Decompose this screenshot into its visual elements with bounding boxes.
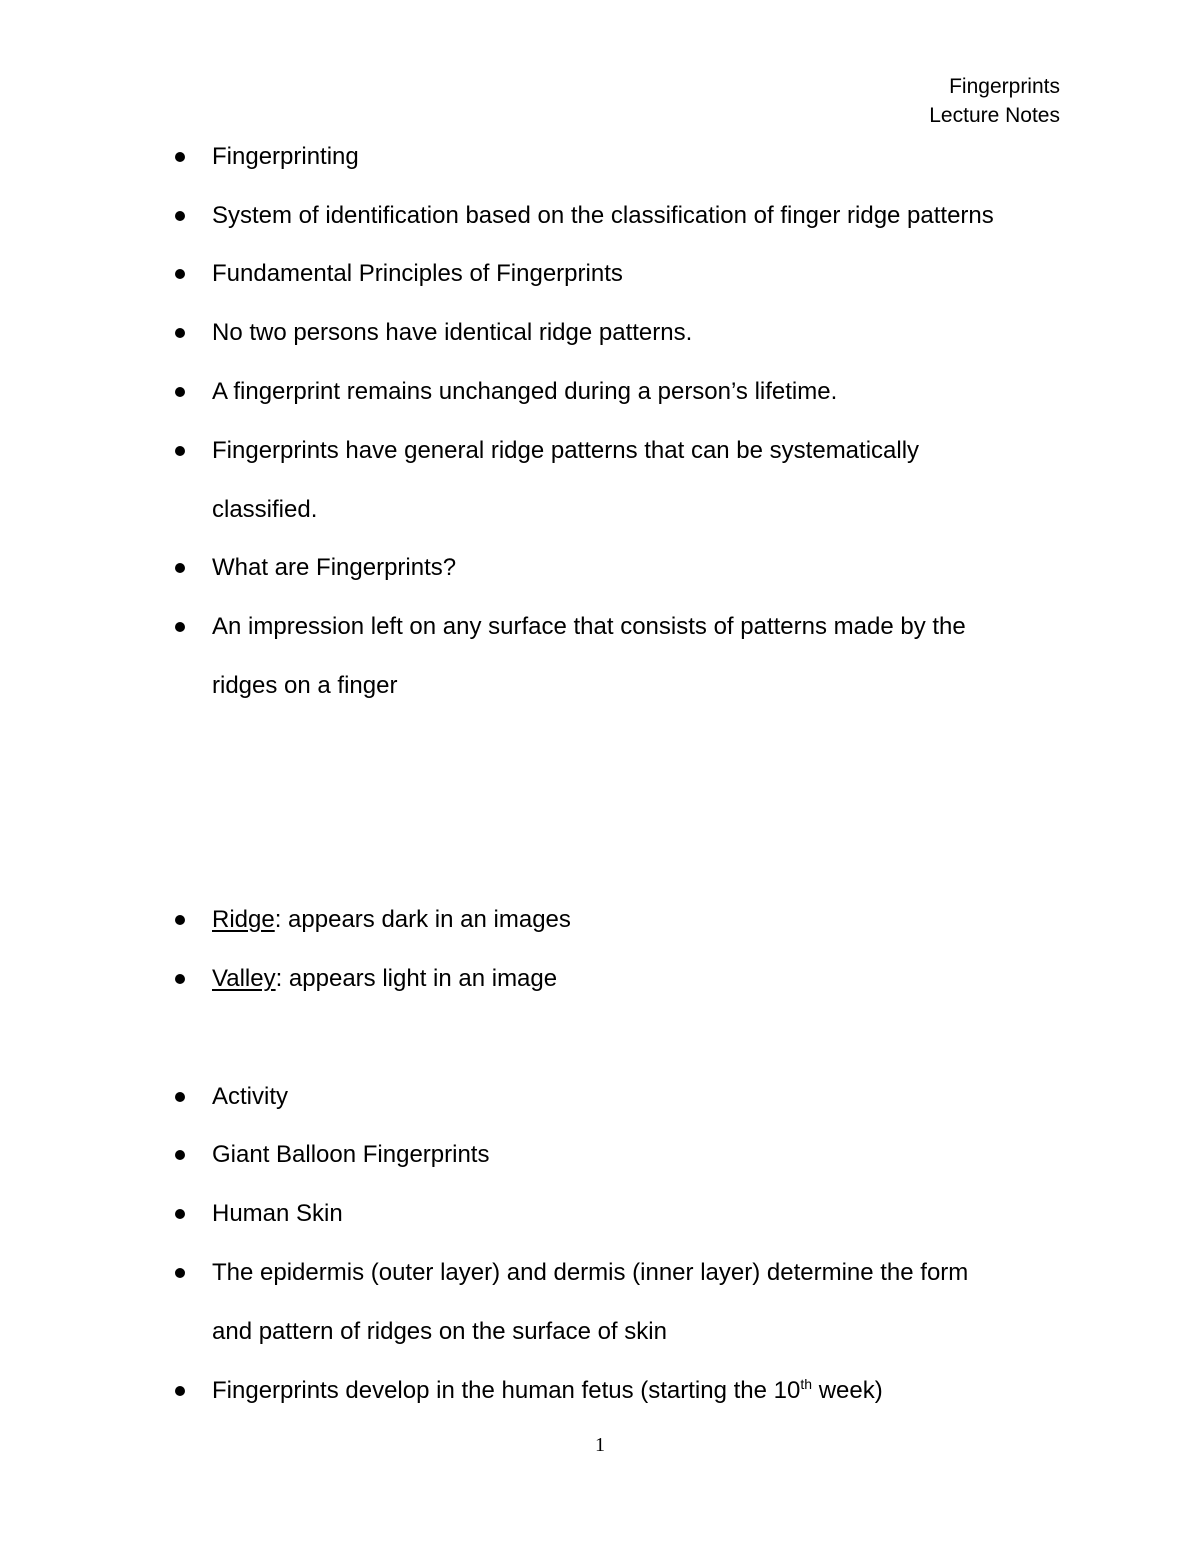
bullet-icon xyxy=(175,622,185,632)
bullet-icon xyxy=(175,563,185,573)
list-item: No two persons have identical ridge patterns. xyxy=(212,303,1112,362)
list-item: Fingerprints develop in the human fetus (starting the 10th week) xyxy=(212,1361,1112,1420)
list-item: Activity xyxy=(212,1067,1112,1126)
list-item: Fingerprints have general ridge patterns that can be systematically classified. xyxy=(212,421,1112,539)
bullet-icon xyxy=(175,1268,185,1278)
bullet-icon xyxy=(175,1150,185,1160)
header-subtitle: Lecture Notes xyxy=(929,104,1060,127)
list-item: A fingerprint remains unchanged during a person’s lifetime. xyxy=(212,362,1112,421)
list-item-ridge: Ridge: appears dark in an images xyxy=(212,890,1112,949)
bullet-icon xyxy=(175,974,185,984)
term-valley: Valley xyxy=(212,965,276,992)
term-ridge: Ridge xyxy=(212,906,275,933)
list-item-valley: Valley: appears light in an image xyxy=(212,949,1112,1008)
list-item: An impression left on any surface that consists of patterns made by the ridges on a finger xyxy=(212,597,1112,715)
header-title: Fingerprints xyxy=(949,75,1060,98)
bullet-icon xyxy=(175,269,185,279)
page-header xyxy=(929,72,1060,130)
list-item: Human Skin xyxy=(212,1184,1112,1243)
page-number: 1 xyxy=(595,1434,605,1456)
ordinal-suffix: th xyxy=(800,1376,813,1392)
bullet-icon xyxy=(175,152,185,162)
list-item: The epidermis (outer layer) and dermis (inner layer) determine the form and pattern of ridges on the surface of skin xyxy=(212,1243,1112,1361)
list-item: System of identification based on the classification of finger ridge patterns xyxy=(212,186,1112,245)
list-item: Giant Balloon Fingerprints xyxy=(212,1125,1112,1184)
bullet-icon xyxy=(175,1092,185,1102)
list-item: Fundamental Principles of Fingerprints xyxy=(212,244,1112,303)
bullet-icon xyxy=(175,387,185,397)
bullet-icon xyxy=(175,915,185,925)
list-item: What are Fingerprints? xyxy=(212,538,1112,597)
bullet-icon xyxy=(175,211,185,221)
bullet-icon xyxy=(175,328,185,338)
bullet-icon xyxy=(175,1386,185,1396)
bullet-icon xyxy=(175,446,185,456)
list-item: Fingerprinting xyxy=(212,127,1112,186)
bullet-icon xyxy=(175,1209,185,1219)
